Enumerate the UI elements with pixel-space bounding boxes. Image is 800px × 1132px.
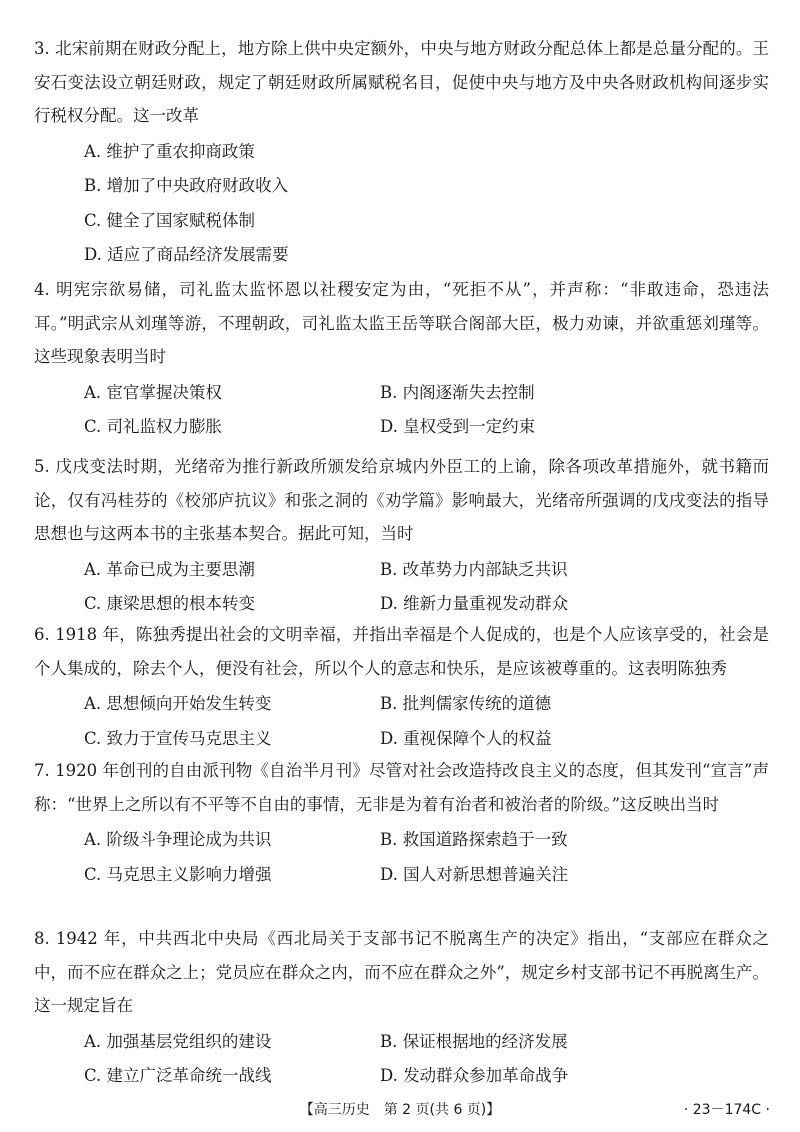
question-3-options: [34, 133, 769, 271]
option-a[interactable]: A. 加强基层党组织的建设: [84, 1031, 272, 1051]
option-c[interactable]: C. 马克思主义影响力增强: [84, 864, 272, 884]
question-7-options: [34, 821, 769, 890]
option-b[interactable]: B. 内阁逐渐失去控制: [380, 382, 535, 402]
option-c[interactable]: C. 司礼监权力膨胀: [84, 417, 223, 437]
option-d[interactable]: D. 皇权受到一定约束: [380, 417, 536, 437]
question-6-options: [34, 685, 769, 754]
option-c[interactable]: C. 建立广泛革命统一战线: [84, 1066, 272, 1086]
question-6-stem: 6. 1918 年，陈独秀提出社会的文明幸福，并指出幸福是个人促成的，也是个人应该享受的，社会是个人集成的，除去个人，便没有社会，所以个人的意志和快乐，是应该被尊重的。这表明陈独秀: [34, 625, 769, 678]
question-8-stem: 8. 1942 年，中共西北中央局《西北局关于支部书记不脱离生产的决定》指出，“支部应在群众之中，而不应在群众之上；党员应在群众之内，而不应在群众之外”，规定乡村支部书记不再脱离生产。这一规定旨在: [34, 929, 769, 1015]
option-b[interactable]: B. 改革势力内部缺乏共识: [380, 559, 568, 579]
question-3-stem: 3. 北宋前期在财政分配上，地方除上供中央定额外，中央与地方财政分配总体上都是总量分配的。王安石变法设立朝廷财政，规定了朝廷财政所属赋税名目，促使中央与地方及中央各财政机构间逐步实行税权分配。这一改革: [34, 39, 769, 125]
option-b[interactable]: B. 保证根据地的经济发展: [380, 1031, 568, 1051]
question-7: [34, 754, 769, 890]
question-4-options: [34, 374, 769, 443]
option-c[interactable]: C. 康梁思想的根本转变: [84, 594, 256, 614]
question-4-stem: 4. 明宪宗欲易储，司礼监太监怀恩以社稷安定为由，“死拒不从”，并声称：“非敢违命，恐违法耳。”明武宗从刘瑾等游，不理朝政，司礼监太监王岳等联合阁部大臣，极力劝谏，并欲重惩刘瑾等。这些现象表明当时: [34, 280, 769, 366]
page-footer: [0, 1097, 800, 1121]
footer-page-info: 【高三历史 第 2 页(共 6 页)】: [299, 1102, 501, 1118]
option-d[interactable]: D. 国人对新思想普遍关注: [380, 864, 569, 884]
question-7-stem: 7. 1920 年创刊的自由派刊物《自治半月刊》尽管对社会改造持改良主义的态度，但其发刊“宣言”声称：“世界上之所以有不平等不自由的事情，无非是为着有治者和被治者的阶级。”这反映出当时: [34, 761, 769, 814]
option-d[interactable]: D. 维新力量重视发动群众: [380, 594, 569, 614]
option-a[interactable]: A. 革命已成为主要思潮: [84, 559, 255, 579]
option-d[interactable]: D. 重视保障个人的权益: [380, 728, 552, 748]
option-c[interactable]: C. 致力于宣传马克思主义: [84, 728, 272, 748]
question-6: [34, 618, 769, 754]
question-5: [34, 450, 769, 620]
question-8-options: [34, 1023, 769, 1092]
option-a[interactable]: A. 阶级斗争理论成为共识: [84, 830, 272, 850]
question-3: [34, 32, 769, 271]
footer-code: · 23－174C ·: [683, 1102, 770, 1118]
question-8: [34, 922, 769, 1092]
question-5-options: [34, 551, 769, 620]
option-a[interactable]: A. 维护了重农抑商政策: [84, 141, 255, 161]
option-b[interactable]: B. 增加了中央政府财政收入: [84, 176, 289, 196]
option-b[interactable]: B. 批判儒家传统的道德: [380, 694, 552, 714]
option-d[interactable]: D. 发动群众参加革命战争: [380, 1066, 569, 1086]
question-5-stem: 5. 戊戌变法时期，光绪帝为推行新政所颁发给京城内外臣工的上谕，除各项改革措施外，就书籍而论，仅有冯桂芬的《校邠庐抗议》和张之洞的《劝学篇》影响最大，光绪帝所强调的戊戌变法的指导思想也与这两本书的主张基本契合。据此可知，当时: [34, 457, 769, 543]
option-b[interactable]: B. 救国道路探索趋于一致: [380, 830, 568, 850]
option-d[interactable]: D. 适应了商品经济发展需要: [84, 245, 289, 265]
option-c[interactable]: C. 健全了国家赋税体制: [84, 210, 256, 230]
option-a[interactable]: A. 宦官掌握决策权: [84, 382, 222, 402]
question-4: [34, 273, 769, 443]
option-a[interactable]: A. 思想倾向开始发生转变: [84, 694, 272, 714]
